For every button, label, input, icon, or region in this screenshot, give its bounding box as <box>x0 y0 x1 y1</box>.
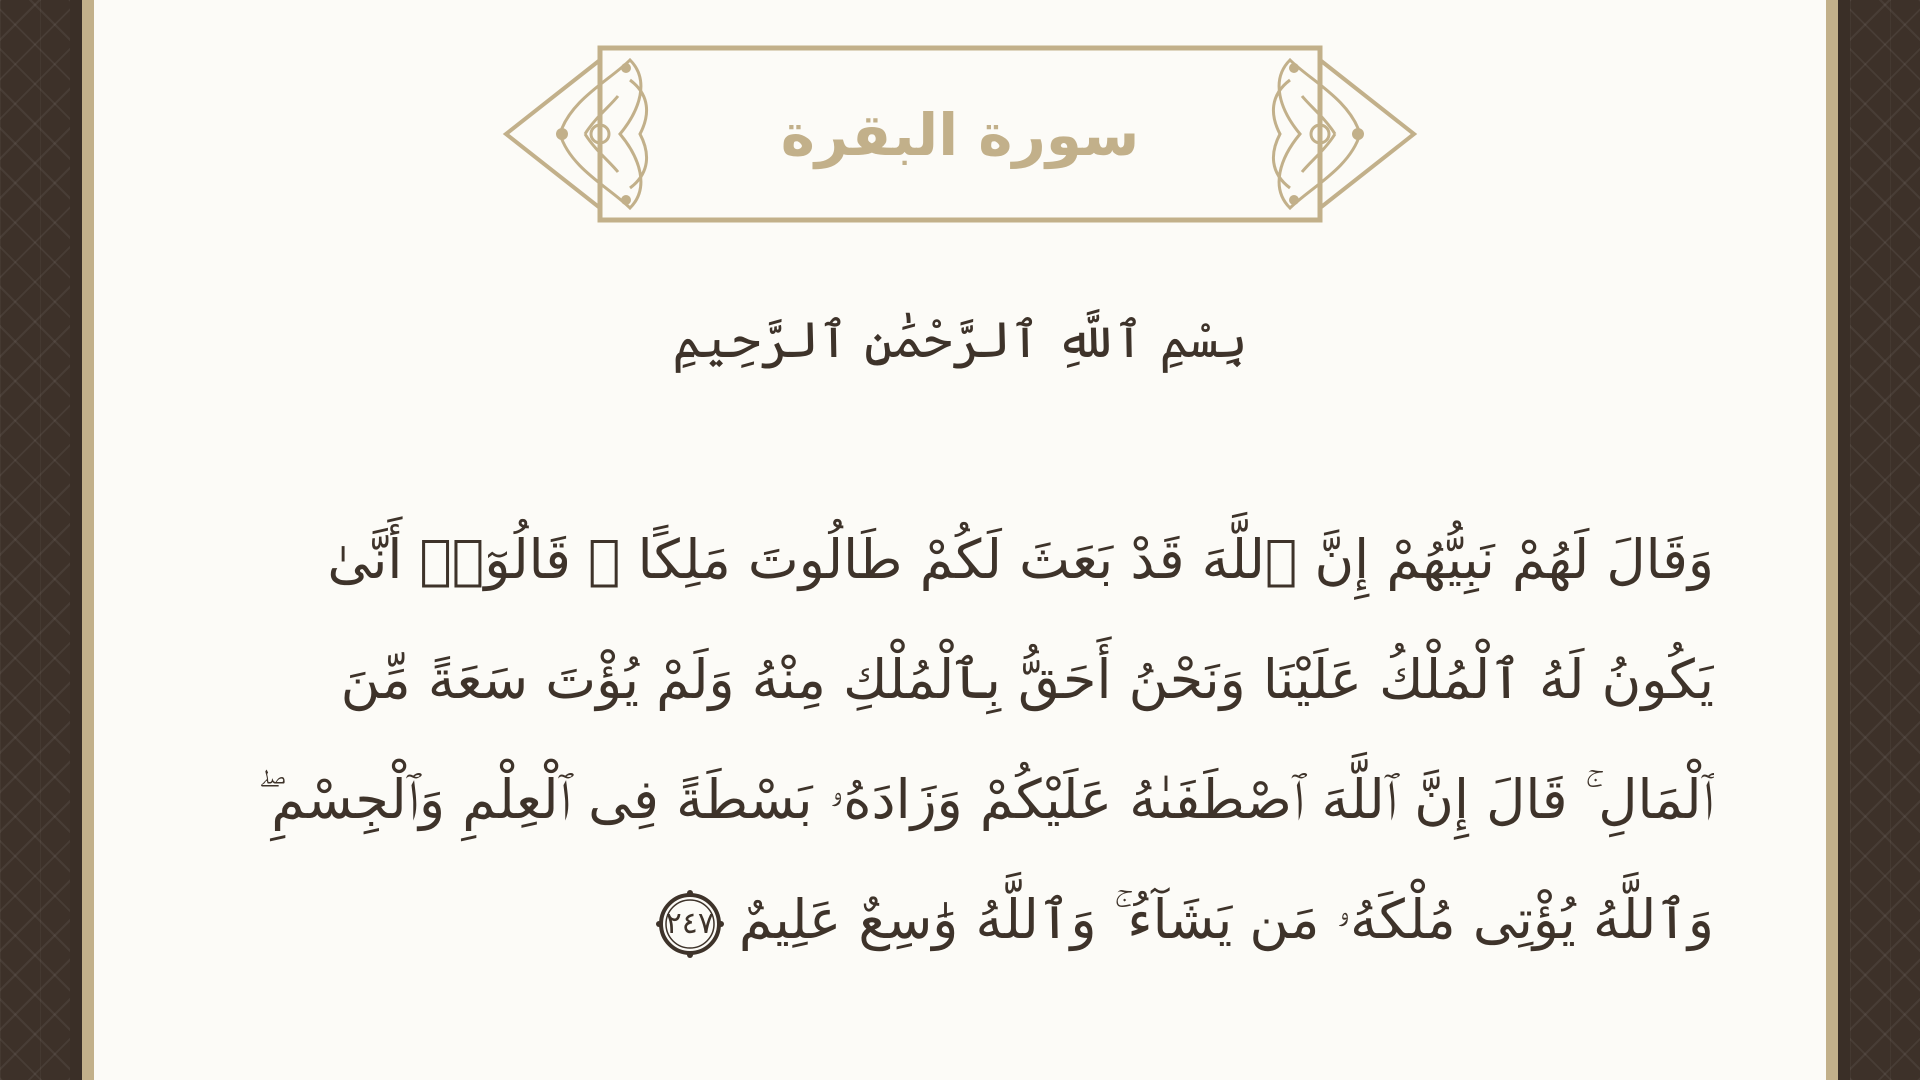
verse-line-2: يَكُونُ لَهُ ٱلْمُلْكُ عَلَيْنَا وَنَحْنُ أَحَقُّ بِٱلْمُلْكِ مِنْهُ وَلَمْ يُؤْتَ سَعَةً مِّنَ <box>340 648 1714 711</box>
verse-line-4 <box>214 860 1714 980</box>
ayah-number: ٢٤٧ <box>665 906 714 941</box>
right-ornamental-border <box>1850 0 1920 1080</box>
surah-title: سورة البقرة <box>780 101 1140 169</box>
right-gold-rule <box>1826 0 1838 1080</box>
verse-line-1: وَقَالَ لَهُمْ نَبِيُّهُمْ إِنَّ ٱللَّهَ قَدْ بَعَثَ لَكُمْ طَالُوتَ مَلِكًا ۚ قَالُوٓا۟ أَنَّىٰ <box>327 528 1714 591</box>
mushaf-page <box>94 0 1826 1080</box>
left-ornamental-border <box>0 0 70 1080</box>
verse-line-3: ٱلْمَالِ ۚ قَالَ إِنَّ ٱللَّهَ ٱصْطَفَىٰهُ عَلَيْكُمْ وَزَادَهُۥ بَسْطَةً فِى ٱلْعِلْمِ وَٱلْجِسْمِ ۖ <box>257 768 1714 831</box>
surah-header-banner <box>500 40 1420 230</box>
basmala: بِسْمِ ٱللَّهِ ٱلرَّحْمَٰنِ ٱلرَّحِيمِ <box>672 311 1248 369</box>
left-gold-rule <box>82 0 94 1080</box>
verse-line-4-text: وَٱللَّهُ يُؤْتِى مُلْكَهُۥ مَن يَشَآءُ ۚ وَٱللَّهُ وَٰسِعٌ عَلِيمٌ <box>738 888 1714 951</box>
ayah-end-marker <box>655 889 725 959</box>
verse-text <box>214 500 1714 980</box>
